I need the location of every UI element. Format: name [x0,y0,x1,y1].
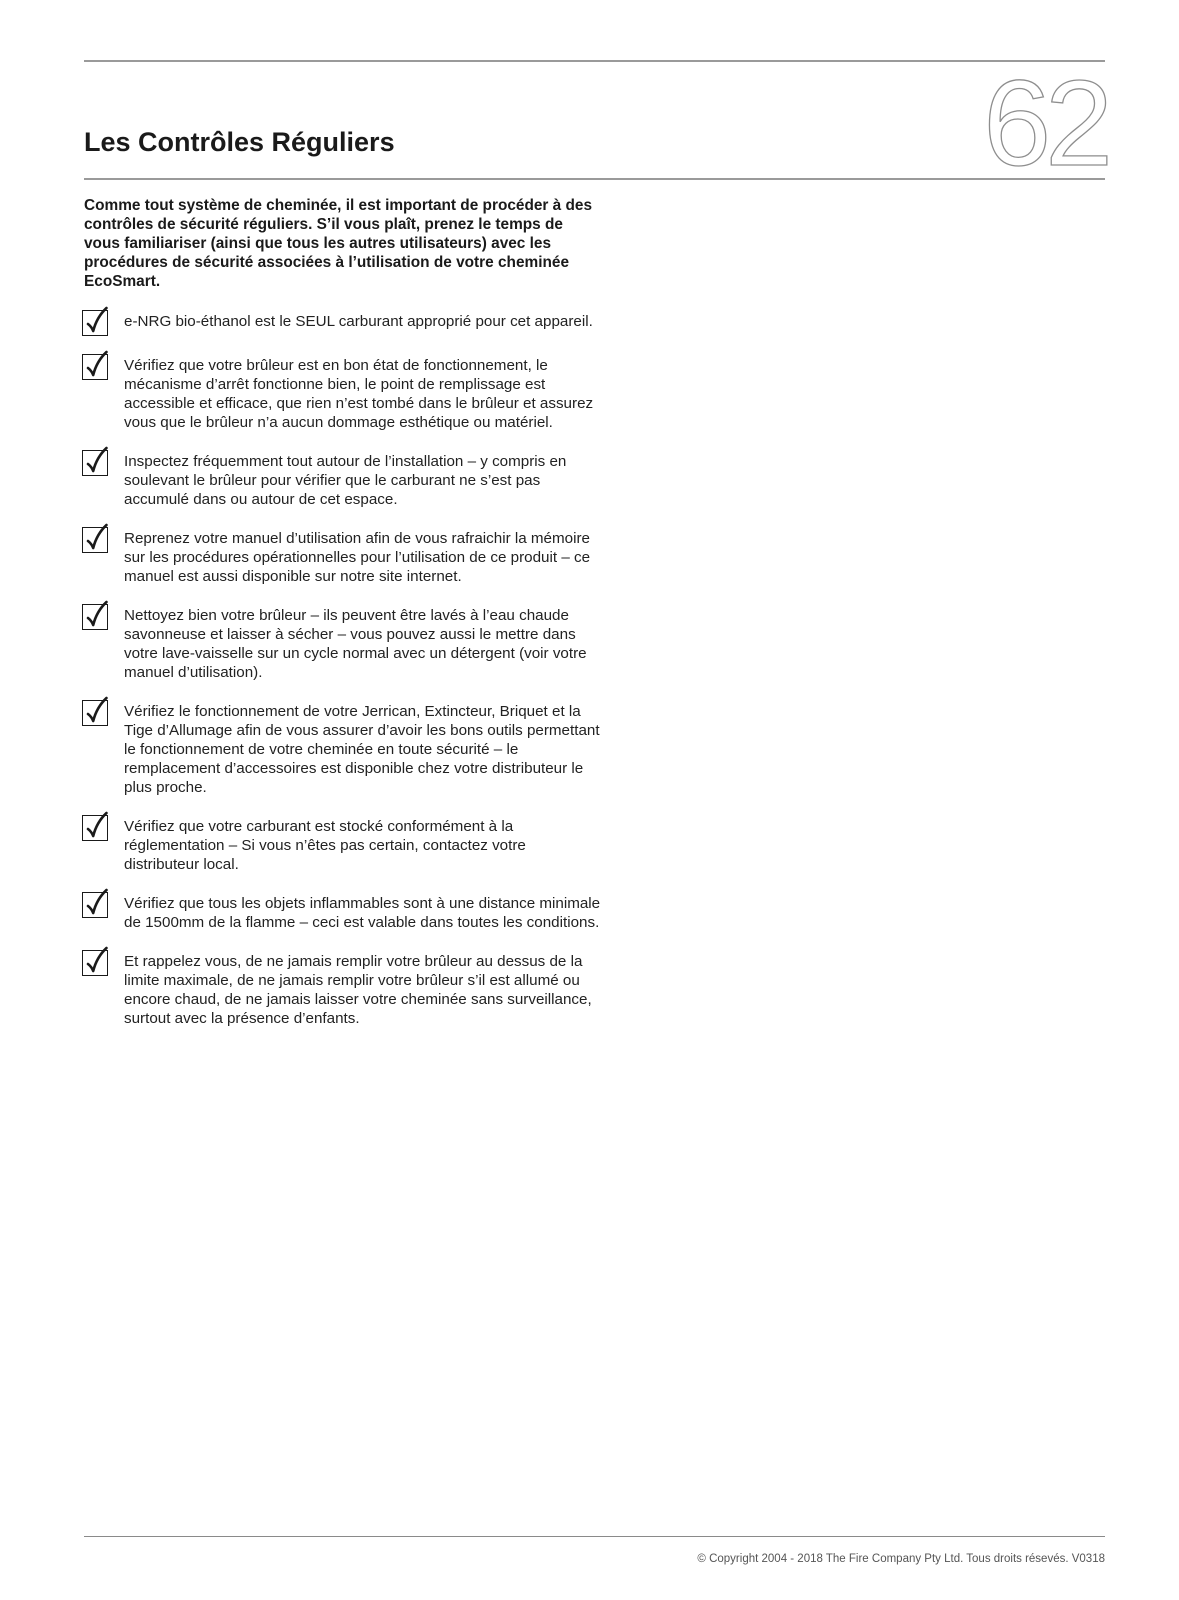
checklist-item-text: Et rappelez vous, de ne jamais remplir votre brûleur au dessus de la limite maximale, de ne jamais remplir votre brûleur s’il est allumé ou encore chaud, de ne jamais laisser votre cheminée sans surveillance, surtout avec la présence d’enfants. [124,953,592,1027]
copyright-notice: © Copyright 2004 - 2018 The Fire Company Pty Ltd. Tous droits résevés. V0318 [697,1553,1105,1565]
checklist-item-text: Inspectez fréquemment tout autour de l’installation – y compris en soulevant le brûleur pour vérifier que le carburant ne s’est pas accumulé dans ou autour de cet espace. [124,453,567,508]
checklist-item [82,354,602,432]
checklist-item [82,700,602,797]
checkmark-box-icon [82,354,108,380]
checklist-item [82,450,602,509]
checkmark-box-icon [82,892,108,918]
safety-checklist [82,310,602,1046]
checklist-item-text: Reprenez votre manuel d’utilisation afin de vous rafraichir la mémoire sur les procédures opérationnelles pour l’utilisation de ce produit – ce manuel est aussi disponible sur notre site internet. [124,530,591,585]
checklist-item [82,815,602,874]
page-title: Les Contrôles Réguliers [84,127,395,157]
checklist-item [82,527,602,586]
intro-paragraph: Comme tout système de cheminée, il est important de procéder à des contrôles de sécurité réguliers. S’il vous plaît, prenez le temps de vous familiariser (ainsi que tous les autres utilisateurs) avec les procédures de sécurité associées à l’utilisation de votre cheminée EcoSmart. [84,197,593,290]
page-number: 62 [983,55,1107,191]
checklist-item-text: Vérifiez que votre carburant est stocké conformément à la réglementation – Si vous n’êtes pas certain, contactez votre distributeur local. [124,818,526,873]
header-bottom-rule [84,178,1105,180]
checklist-item [82,892,602,932]
checkmark-box-icon [82,450,108,476]
checkmark-box-icon [82,700,108,726]
header-top-rule [84,60,1105,62]
checkmark-box-icon [82,815,108,841]
footer-rule [84,1536,1105,1537]
checkmark-box-icon [82,950,108,976]
checkmark-box-icon [82,310,108,336]
checklist-item-text: Nettoyez bien votre brûleur – ils peuvent être lavés à l’eau chaude savonneuse et laisser à sécher – vous pouvez aussi le mettre dans votre lave-vaisselle sur un cycle normal avec un détergent (voir votre manuel d’utilisation). [124,607,587,681]
checklist-item-text: Vérifiez que votre brûleur est en bon état de fonctionnement, le mécanisme d’arrêt fonctionne bien, le point de remplissage est accessible et efficace, que rien n’est tombé dans le brûleur et assurez vous que le brûleur n’a aucun dommage esthétique ou matériel. [124,357,594,431]
checklist-item-text: e-NRG bio-éthanol est le SEUL carburant approprié pour cet appareil. [124,313,593,330]
checkmark-box-icon [82,604,108,630]
checklist-item-text: Vérifiez que tous les objets inflammables sont à une distance minimale de 1500mm de la flamme – ceci est valable dans toutes les conditions. [124,895,601,931]
checklist-item [82,310,602,336]
checklist-item-text: Vérifiez le fonctionnement de votre Jerrican, Extincteur, Briquet et la Tige d’Allumage afin de vous assurer d’avoir les bons outils permettant le fonctionnement de votre cheminée en toute sécurité – le remplacement d’accessoires est disponible chez votre distributeur le plus proche. [124,703,600,796]
checkmark-box-icon [82,527,108,553]
checklist-item [82,950,602,1028]
checklist-item [82,604,602,682]
